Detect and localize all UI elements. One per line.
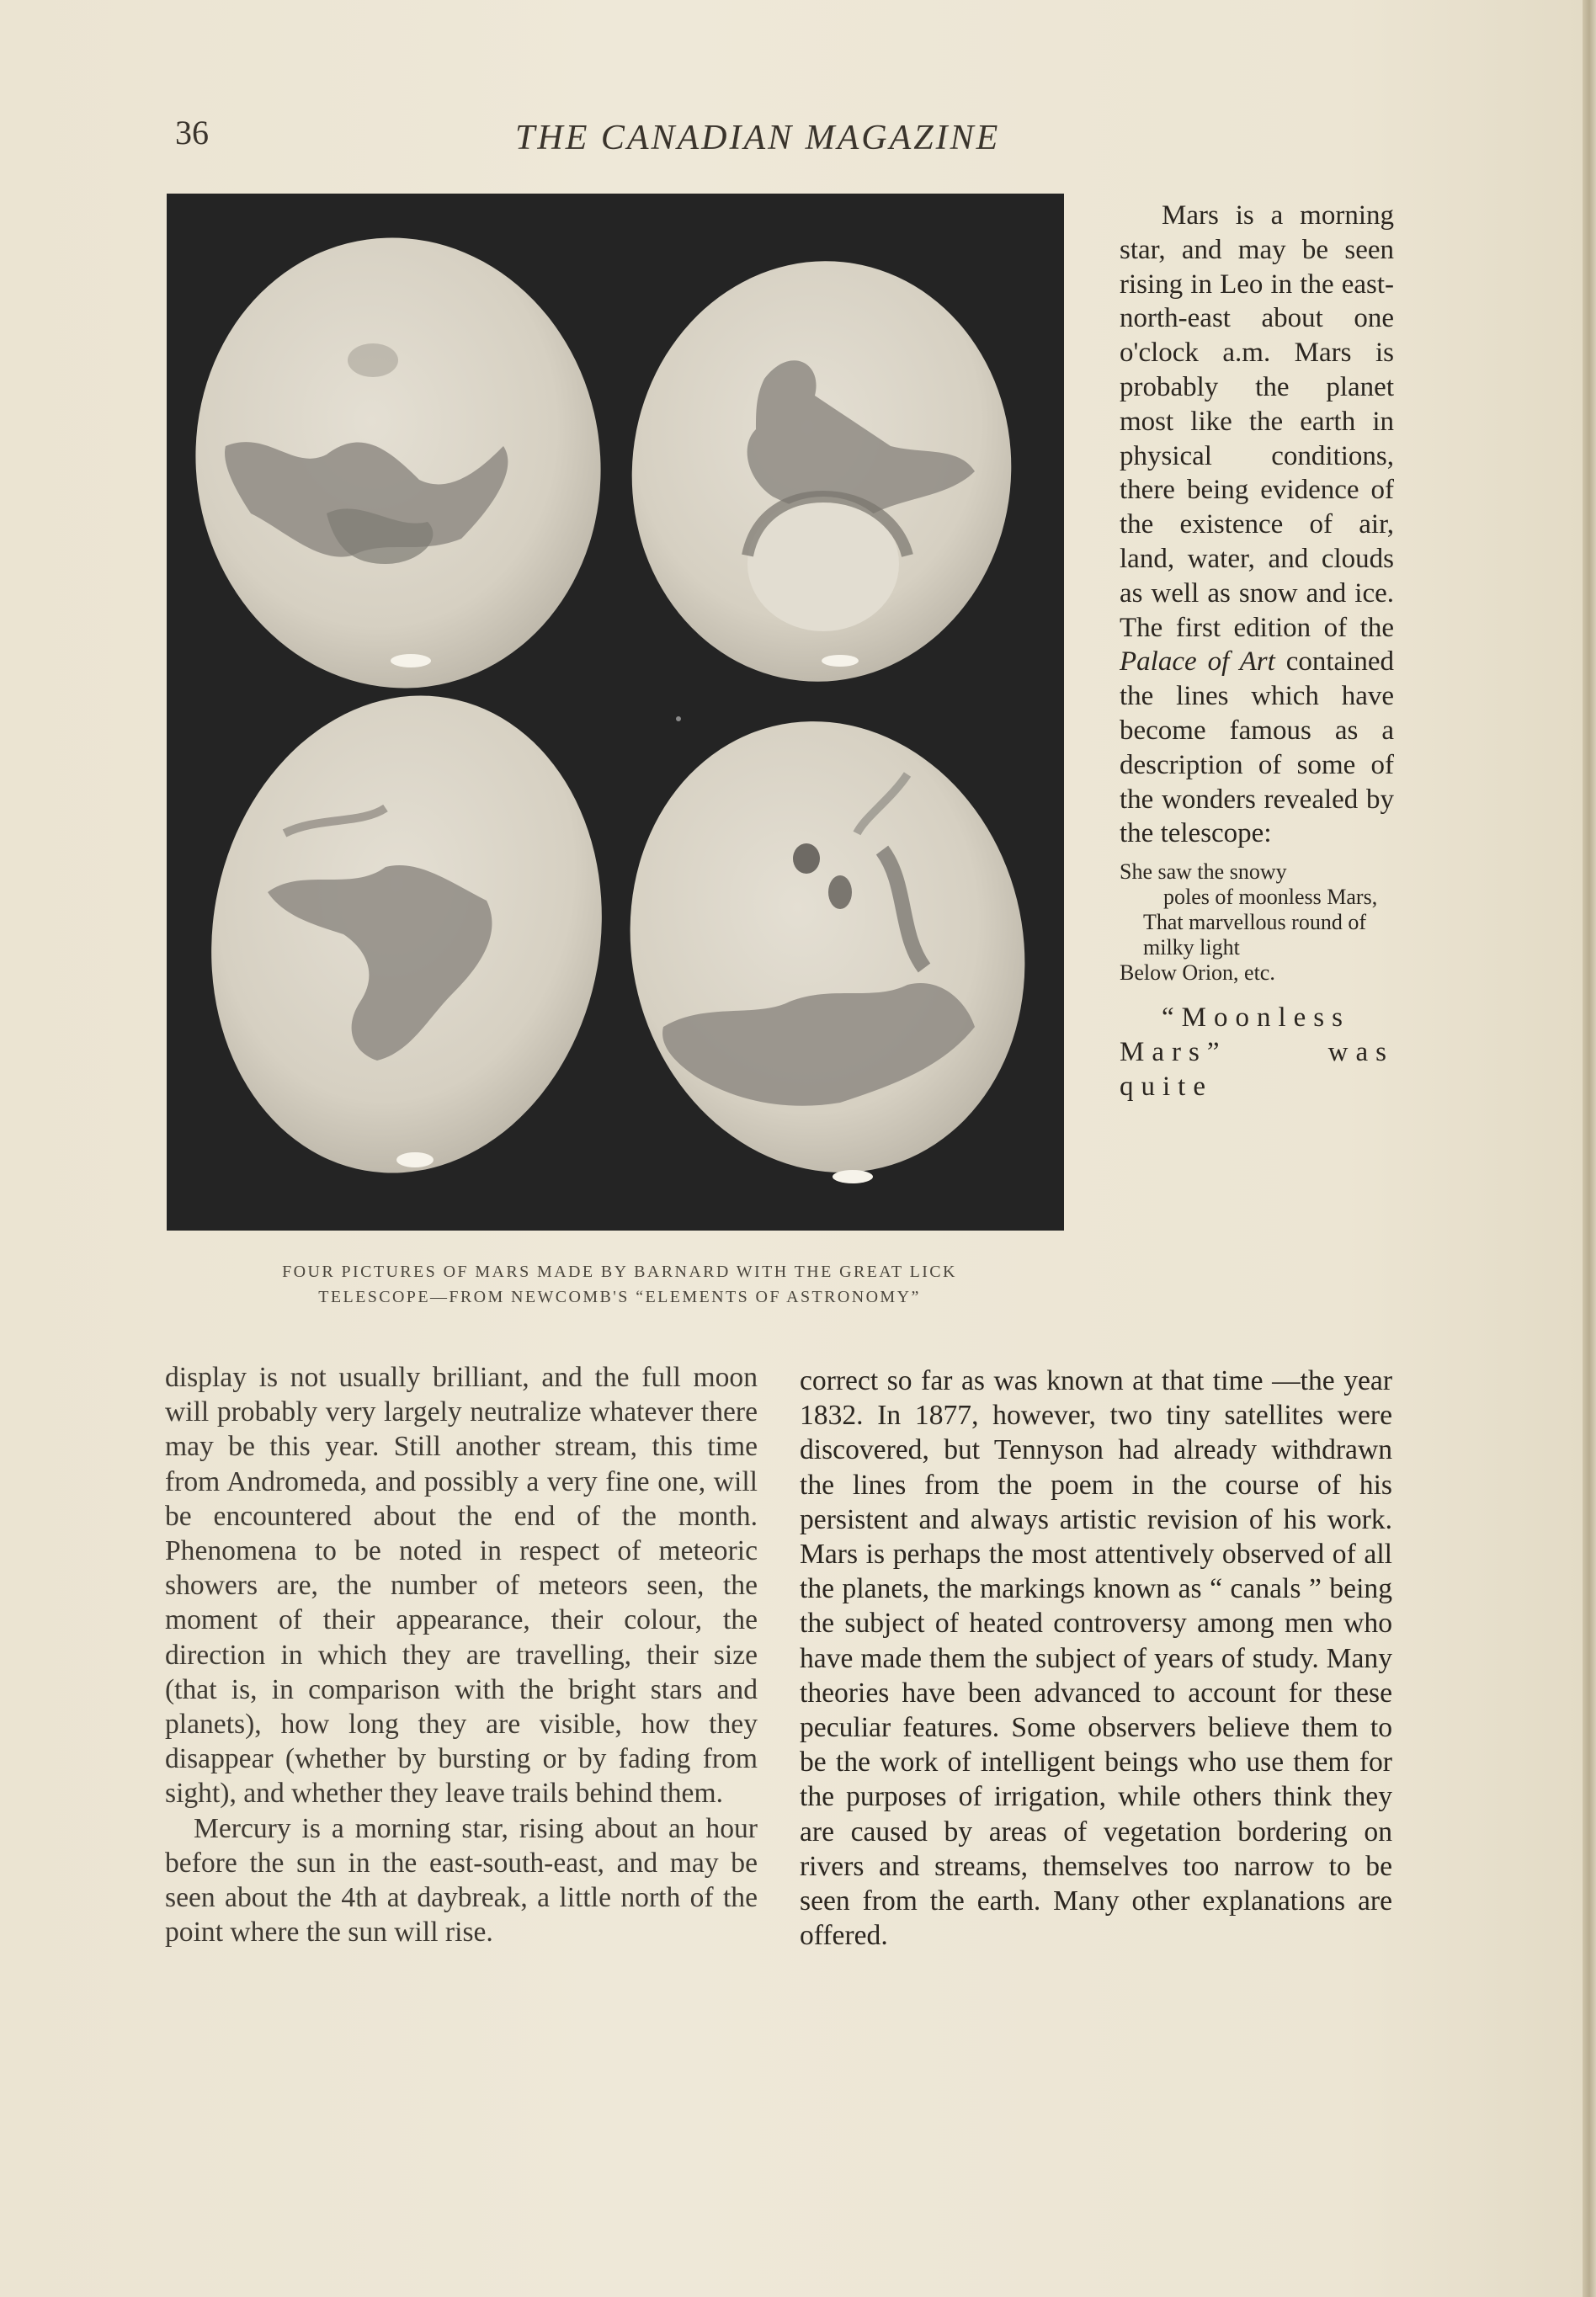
mars-plate-figure: [167, 194, 1064, 1231]
meteor-paragraph: display is not usually brilliant, and the full moon will probably very largely neutralize whatever there may be this year. Still another stream, this time from Andromeda, and possibly a very fine one, will be encountered about the end of the month. Phenomena to be noted in respect of meteoric showers are, the number of meteors seen, the moment of their appearance, their colour, the direction in which they are travelling, their size (that is, in comparison with the bright stars and planets), how long they are visible, how they disappear (whether by bursting or by fading from sight), and whether they leave trails behind them.: [165, 1362, 758, 1810]
right-column-top: [1120, 199, 1394, 1104]
moonless-mars-continued: correct so far as was known at that time —the year 1832. In 1877, however, two tiny satellites were discovered, but Tennyson had already withdrawn the lines from the poem in the course of his persistent and always artistic revision of his work. Mars is perhaps the most attentively observed of all the planets, the markings known as “ canals ” being the subject of heated controversy among men who have made them the subject of years of study. Many theories have been advanced to account for these peculiar features. Some observers believe them to be the work of intelligent beings who use them for the purposes of irrigation, while others think they are caused by areas of vegetation bordering on rivers and streams, themselves too narrow to be seen from the earth. Many other explanations are offered.: [800, 1365, 1392, 1952]
moonless-mars-start: “Moonless Mars” was quite: [1120, 1002, 1394, 1102]
verse-line-1: She saw the snowy: [1120, 859, 1287, 885]
right-column-bottom: [800, 1364, 1392, 1953]
mars-view-2: [611, 242, 1032, 700]
tennyson-verse: [1120, 859, 1394, 986]
left-column: [165, 1360, 758, 1949]
mercury-paragraph: Mercury is a morning star, rising about an hour before the sun in the east-south-east, and may be seen about the 4th at daybreak, a little north of the point where the sun will rise.: [165, 1812, 758, 1949]
verse-line-2: poles of moonless Mars,: [1163, 885, 1378, 910]
page-number: 36: [175, 114, 209, 152]
running-title: THE CANADIAN MAGAZINE: [515, 119, 1001, 157]
palace-of-art-title: Palace of Art: [1120, 646, 1275, 678]
page-edge: [1583, 0, 1596, 2297]
figure-caption: [165, 1259, 1074, 1310]
mars-view-1: [167, 211, 630, 715]
caption-line-1: FOUR PICTURES OF MARS MADE BY BARNARD WITH THE GREAT LICK: [282, 1263, 957, 1281]
mars-view-4: [583, 679, 1064, 1215]
caption-line-2: TELESCOPE—FROM NEWCOMB'S “ELEMENTS OF ASTRONOMY”: [318, 1288, 921, 1306]
mars-paragraph: [1120, 199, 1394, 851]
mars-paragraph-end: contained the lines which have become famous as a description of some of the wonders revealed by the telescope:: [1120, 646, 1394, 849]
mars-paragraph-text: Mars is a morning star, and may be seen rising in Leo in the east-north-east about one o'clock a.m. Mars is probably the planet most like the earth in physical conditions, there being evidence of the existence of air, land, water, and clouds as well as snow and ice. The first edition of the: [1120, 200, 1394, 643]
mars-view-3: [174, 664, 639, 1204]
verse-line-3: That marvellous round of milky light: [1143, 910, 1366, 960]
verse-line-4: Below Orion, etc.: [1120, 960, 1275, 986]
mars-illustrations: [167, 194, 1064, 1231]
